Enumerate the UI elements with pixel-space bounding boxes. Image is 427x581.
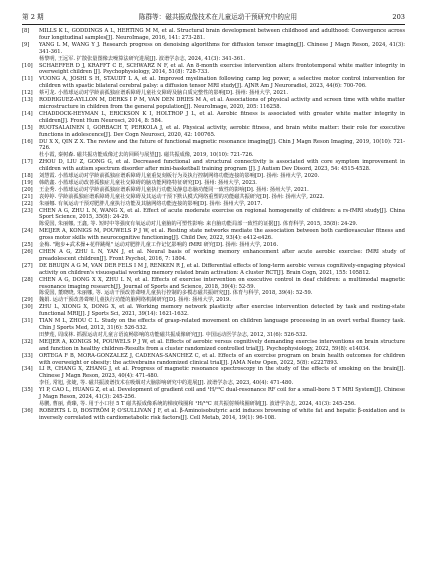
reference-number xyxy=(22,221,39,228)
reference-number: [18] xyxy=(22,173,33,180)
reference-text: 陈爱国, 董晓晓, 朱丽娜, 等. 运动干预改善聋哑儿童执行控制的多模态磁共振研究[J]. 体育与科学, 2018, 39(4): 52-59. xyxy=(39,290,313,297)
reference-text: 易鹏, 曹丽, 黄臻, 等. 用于小口径 5 T 磁共振成像系统的梯度线圈和 ¹H/¹³C 双共振射频线圈研制[J]. 波谱学杂志, 2024, 41(3): 245-256. xyxy=(39,400,356,407)
reference-text: VUONG A, JOSHI S H, STAUDT L A, et al. Improved myelination following camp leg power, a selective motor control intervention for children with spastic bilateral cerebral palsy: a diffusion tensor MRI study[J]. AJNR Am J Neuroradiol, 2023, 44(6): 700-706. xyxy=(39,76,405,90)
reference-number: [11] xyxy=(22,76,33,83)
reference-number: [30] xyxy=(22,304,33,311)
reference-number: [17] xyxy=(22,159,33,166)
reference-number: [21] xyxy=(22,193,33,200)
reference-text: DE BRUIJN A G M, VAN DER FELS I M J, RENKEN R J, et al. Differential effects of long-term aerobic versus cognitively-engaging physical activity on children's visuospatial working memory related brain activation: A cluster RCT[J]. Brain Cogn, 2021, 155: 105812. xyxy=(39,262,405,276)
reference-list xyxy=(22,28,405,422)
reference-item xyxy=(22,332,405,339)
reference-text: LI R, CHANG X, ZHANG J, et al. Progress of magnetic resonance spectroscopy in the study of the effects of smoking on the brain[J]. Chinese J Magn Reson, 2023, 40(4): 471-480. xyxy=(39,366,405,380)
reference-item xyxy=(22,353,405,367)
reference-text: 刘慧霞. 小篮球运动对学龄前孤独症谱系障碍儿童重复刻板行为及执行控制网络功能连接的影响[D]. 扬州: 扬州大学, 2020. xyxy=(39,173,320,180)
reference-text: ORTEGA F B, MORA-GONZALEZ J, CADENAS-SANCHEZ C, et al. Effects of an exercise program on brain health outcomes for children with overweight or obesity: the activebrains randomized clinical trial[J]. JAMA Netw Open, 2022, 5(8): e2227893. xyxy=(39,352,405,366)
reference-text: 陈爱国, 朱丽娜, 王鑫, 等. 短时中等强度有氧运动对儿童脑的可塑性影响: 来自脑功能局部一致性的证据[J]. 体育科学, 2015, 35(8): 24-29. xyxy=(39,221,358,228)
reference-text: DU X X, QIN Z X. The review and the future of functional magnetic resonance imaging[J]. Chin J Magn Reson Imaging, 2019, 10(10): 721-726. xyxy=(39,138,405,152)
running-header xyxy=(22,13,405,25)
reference-number: [26] xyxy=(22,249,33,255)
reference-item xyxy=(22,304,405,318)
reference-item xyxy=(22,28,405,42)
reference-text: CHEN A G, ZHU L N, WANG X, et al. Effect of acute moderate exercise on regional homogeneity of children: a rs-fMRI study[J]. China Sport Science, 2015, 35(8): 24-29. xyxy=(39,207,405,221)
reference-number: [23] xyxy=(22,207,33,214)
reference-text: 蔡可龙. 小篮球运动对学龄前孤独症谱系障碍儿童社交障碍及脑白质完整性的影响[D]. 扬州: 扬州大学, 2021. xyxy=(39,90,289,97)
reference-item xyxy=(22,318,405,332)
reference-item xyxy=(22,56,405,63)
reference-number: [16] xyxy=(22,138,33,145)
reference-item xyxy=(22,90,405,97)
reference-text: 韩皓鑫. 小篮球运动改善孤独症儿童社交障碍的脑功能网络特征研究[D]. 扬州: 扬州大学, 2023. xyxy=(39,179,257,186)
reference-item xyxy=(22,201,405,208)
reference-item xyxy=(22,228,405,242)
reference-text: ZHU L, XIONG X, DONG X, et al. Working memory network plasticity after exercise intervention detected by task and resting-state functional MRI[J]. J Sports Sci, 2021, 39(14): 1621-1632. xyxy=(39,304,405,318)
reference-text: 杜小霞, 秦树森. 磁共振功能成像过去的回顾与展望[J]. 磁共振成像, 2019, 10(10): 721-726. xyxy=(39,152,254,159)
reference-number: [31] xyxy=(22,318,33,325)
reference-text: 田梦莲, 周成林. 抓握运动对儿童言语流畅影响的功能磁共振成像研究[J]. 中国运动医学杂志, 2012, 31(6): 526-532. xyxy=(39,331,308,338)
reference-text: CHEN A G, DONG X X, ZHU L N, et al. Effects of exercise intervention on executive control in deaf children: a multimodal magnetic resonance imaging research[J]. Journal of Sports and Science, 2018, 39(4): 52-59. xyxy=(39,276,405,290)
reference-item xyxy=(22,97,405,111)
reference-item xyxy=(22,125,405,139)
reference-text: ROBERTS L D, BOSTRÖM P, O'SULLIVAN J F, et al. β-Aminoisobutyric acid induces browning of white fat and hepatic β-oxidation and is inversely correlated with cardiometabolic risk factors[J]. Cell Metab, 2014, 19(1): 96-108. xyxy=(39,407,405,421)
reference-number xyxy=(22,380,39,387)
reference-number: [25] xyxy=(22,242,33,249)
reference-number: [28] xyxy=(22,276,33,283)
reference-text: YI P, CAO L, HUANG Z, et al. Development of gradient coil and ¹H/¹³C dual-resonance RF coil for a small-bore 5 T MRI System[J]. Chinese J Magn Reson, 2024, 41(3): 245-256. xyxy=(39,387,405,401)
reference-number: [32] xyxy=(22,338,33,345)
reference-text: RUOTSALAINEN I, GORBACH T, PERKOLA J, et al. Physical activity, aerobic fitness, and brain white matter: their role for executive functions in adolescence[J]. Dev Cogn Neurosci, 2020, 42: 100765. xyxy=(39,124,405,138)
reference-number: [13] xyxy=(22,97,33,104)
reference-number: [22] xyxy=(22,200,33,207)
reference-number: [10] xyxy=(22,62,33,69)
reference-item xyxy=(22,242,405,249)
reference-number: [33] xyxy=(22,352,33,359)
reference-item xyxy=(22,297,405,304)
reference-item xyxy=(22,187,405,194)
reference-text: RODRIGUEZ-AYLLON M, DERKS I P M, VAN DEN DRIES M A, et al. Associations of physical activity and screen time with white matter microstructure in children from the general population[J]. NeuroImage, 2020, 205: 116258. xyxy=(39,97,405,110)
reference-item xyxy=(22,63,405,77)
reference-number: [19] xyxy=(22,179,33,186)
reference-number: [24] xyxy=(22,228,33,235)
reference-item xyxy=(22,380,405,387)
reference-number: [12] xyxy=(22,90,33,97)
reference-item xyxy=(22,408,405,422)
reference-number: [27] xyxy=(22,262,33,269)
reference-item xyxy=(22,401,405,408)
page-number: 203 xyxy=(392,13,405,21)
reference-item xyxy=(22,180,405,187)
reference-text: YANG L M, WANG Y J. Research progress on denoising algorithms for diffusion tensor imaging[J]. Chinese J Magn Reson, 2024, 41(3): 341-361. xyxy=(39,41,405,55)
reference-item xyxy=(22,194,405,201)
reference-text: CHADDOCK-HEYMAN L, ERICKSON K I, HOLTROP J L, et al. Aerobic fitness is associated with greater white matter integrity in children[J]. Front Hum Neurosci, 2014, 8: 584. xyxy=(39,110,405,124)
reference-item xyxy=(22,387,405,401)
reference-item xyxy=(22,152,405,159)
reference-item xyxy=(22,173,405,180)
reference-item xyxy=(22,208,405,222)
reference-number: [35] xyxy=(22,387,33,394)
reference-number xyxy=(22,152,39,159)
reference-text: 朱丽娜. 有氧运动干预对肥胖儿童执行功能及其脑网络功能连接的影响[D]. 扬州: 扬州大学, 2017. xyxy=(39,200,263,207)
reference-text: TIAN M L, ZHOU C L. Study on the effects of grasp-related movement on children language processing in an overt verbal fluency task. Chin J Sports Med, 2012, 31(6): 526-532. xyxy=(39,318,405,331)
reference-item xyxy=(22,139,405,153)
reference-item xyxy=(22,76,405,90)
reference-item xyxy=(22,263,405,277)
reference-text: 金梅. "跑步+武术操+花样跳绳" 运动对肥胖儿童工作记忆影响的 fMRI 研究[D]. 扬州: 扬州大学, 2016. xyxy=(39,242,279,249)
reference-number: [34] xyxy=(22,366,33,373)
running-title: 陈群等：磁共振成像技术在儿童运动干预研究中的应用 xyxy=(138,13,298,21)
reference-number: [15] xyxy=(22,124,33,131)
reference-item xyxy=(22,42,405,56)
reference-number: [8] xyxy=(22,28,30,34)
reference-number: [29] xyxy=(22,297,33,304)
reference-item xyxy=(22,111,405,125)
reference-number xyxy=(22,290,39,297)
reference-number: [36] xyxy=(22,407,33,414)
reference-number xyxy=(22,332,39,339)
reference-text: MEIJER A, KONIGS M, POUWELS P J W, et al. Resting state networks mediate the association between both cardiovascular fitness and gross motor skills with neurocognitive functioning[J]. Child Dev, 2022, 93(4): e412-e426. xyxy=(39,228,405,242)
reference-text: MEIJER A, KONIGS M, POUWELS P J W, et al. Effects of aerobic versus cognitively demanding exercise interventions on brain structure and function in healthy children-Results from a cluster randomized controlled trial[J]. Psychophysiology, 2022, 59(8): e14034. xyxy=(39,338,405,352)
reference-text: 王金秀. 小篮球运动对学龄前孤独症谱系障碍儿童执行功能及静息态脑功能同一致性的影响[D]. 扬州: 扬州大学, 2021. xyxy=(39,186,309,193)
reference-number xyxy=(22,56,39,63)
reference-text: MILLS K L, GODDINGS A L, HERTING M M, et al. Structural brain development between childhood and adulthood: Convergence across four longitudinal samples[J]. NeuroImage, 2016, 141: 273-281. xyxy=(39,28,405,41)
reference-item xyxy=(22,249,405,263)
reference-item xyxy=(22,277,405,291)
reference-number: [14] xyxy=(22,110,33,117)
reference-text: ZHOU D, LIU Z, GONG G, et al. Decreased functional and structural connectivity is associated with core symptom improvement in children with autism spectrum disorder after mini-basketball training program [J]. J Autism Dev Disord, 2023, 54: 4515-4528. xyxy=(39,159,405,173)
reference-item xyxy=(22,159,405,173)
issue-label: 第 2 期 xyxy=(22,13,44,21)
reference-text: 袁婷婷. 学龄前孤独症谱系障碍儿童社交障碍及其运动干预下默认模式网络重塑的功能磁共振研究[D]. 扬州: 扬州大学, 2022. xyxy=(39,193,325,200)
reference-number: [9] xyxy=(22,41,30,48)
reference-text: CHEN A G, ZHU L N, YAN J, et al. Neural basis of working memory enhancement after acute aerobic exercise: fMRI study of preadolescent children[J]. Front Psychol, 2016, 7: 1804. xyxy=(39,249,405,262)
reference-item xyxy=(22,339,405,353)
reference-text: 李任, 常旭, 张婕, 等. 磁共振波谱技术在吸烟对大脑影响研究中的进展[J]. 波谱学杂志, 2023, 40(4): 471-480. xyxy=(39,380,294,387)
reference-item xyxy=(22,221,405,228)
reference-number xyxy=(22,401,39,408)
reference-text: SCHAEFFER D J, KRAFFT C E, SCHWARZ N F, et al. An 8-month exercise intervention alters frontotemporal white matter integrity in overweight children [J]. Psychophysiology, 2014, 51(8): 728-733. xyxy=(39,62,405,76)
reference-number: [20] xyxy=(22,186,33,193)
reference-text: 杨黎明, 王远军. 扩散张量图像去噪算法研究进展[J]. 波谱学杂志, 2024, 41(3): 341-361. xyxy=(39,55,246,62)
reference-item xyxy=(22,366,405,380)
reference-text: 魏娟. 运动干预改善聋哑儿童执行功能的脑网络机制研究[D]. 扬州: 扬州大学, 2019. xyxy=(39,297,231,304)
